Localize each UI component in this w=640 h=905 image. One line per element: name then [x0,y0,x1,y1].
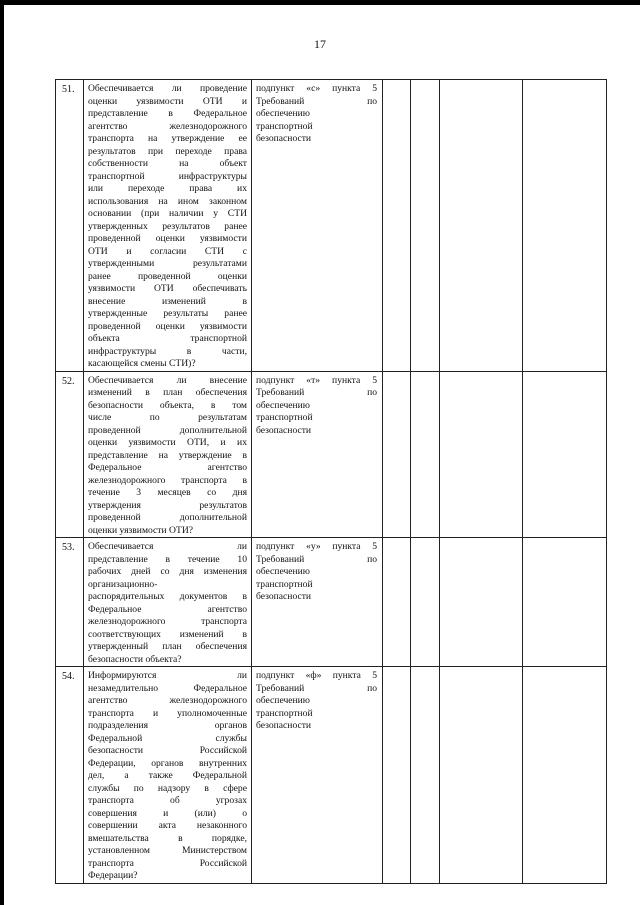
row-number: 54. [56,667,84,884]
answer-cell [440,80,523,372]
row-number: 53. [56,538,84,667]
answer-cell [523,538,607,667]
answer-cell [383,538,411,667]
requirement-question: Информируются ли незамедлительно Федеральное агентство железнодорожного транспорта и уполномоченные подразделения органов Федеральной службы безопасности Российской Федерации, органов внутренних дел, а также Федеральной службы по надзору в сфере транспорта об угрозах совершения и (или) о совершении акта незаконного вмешательства в порядке, установленном Министерством транспорта Российской Федерации? [84,667,252,884]
answer-cell [523,371,607,538]
table-row [56,80,607,372]
table-row [56,371,607,538]
page-number: 17 [314,37,326,51]
legal-reference: подпункт «ф» пункта 5 Требований по обеспечению транспортной безопасности [252,667,383,884]
answer-cell [440,667,523,884]
requirement-question: Обеспечивается ли внесение изменений в план обеспечения безопасности объекта, в том числе по результатам проведенной дополнительной оценки уязвимости ОТИ, и их представление на утверждение в Федеральное агентство железнодорожного транспорта в течение 3 месяцев со дня утверждения результатов проведенной дополнительной оценки уязвимости ОТИ? [84,371,252,538]
answer-cell [411,667,440,884]
legal-reference: подпункт «т» пункта 5 Требований по обеспечению транспортной безопасности [252,371,383,538]
legal-reference: подпункт «с» пункта 5 Требований по обеспечению транспортной безопасности [252,80,383,372]
scan-border-left [0,0,4,905]
answer-cell [440,538,523,667]
answer-cell [383,667,411,884]
answer-cell [383,371,411,538]
row-number: 52. [56,371,84,538]
answer-cell [523,667,607,884]
answer-cell [440,371,523,538]
answer-cell [411,371,440,538]
requirement-question: Обеспечивается ли проведение оценки уязвимости ОТИ и представление в Федеральное агентство железнодорожного транспорта на утверждение ее результатов при переходе права собственности на объект транспортной инфраструктуры или переходе права их использования на ином законном основании (при наличии у СТИ утвержденных результатов ранее проведенной оценки уязвимости ОТИ и согласии СТИ с утвержденными результатами ранее проведенной оценки уязвимости ОТИ обеспечивать внесение изменений в утвержденные результаты ранее проведенной оценки уязвимости объекта транспортной инфраструктуры в части, касающейся смены СТИ)? [84,80,252,372]
answer-cell [523,80,607,372]
checklist-table [55,79,607,884]
row-number: 51. [56,80,84,372]
answer-cell [383,80,411,372]
table-row [56,667,607,884]
answer-cell [411,80,440,372]
table-row [56,538,607,667]
answer-cell [411,538,440,667]
scan-border-top [0,0,640,5]
legal-reference: подпункт «у» пункта 5 Требований по обеспечению транспортной безопасности [252,538,383,667]
requirement-question: Обеспечивается ли представление в течение 10 рабочих дней со дня изменения организационно- распорядительных документов в Федеральное агентство железнодорожного транспорта соответствующих изменений в утвержденный план обеспечения безопасности объекта? [84,538,252,667]
